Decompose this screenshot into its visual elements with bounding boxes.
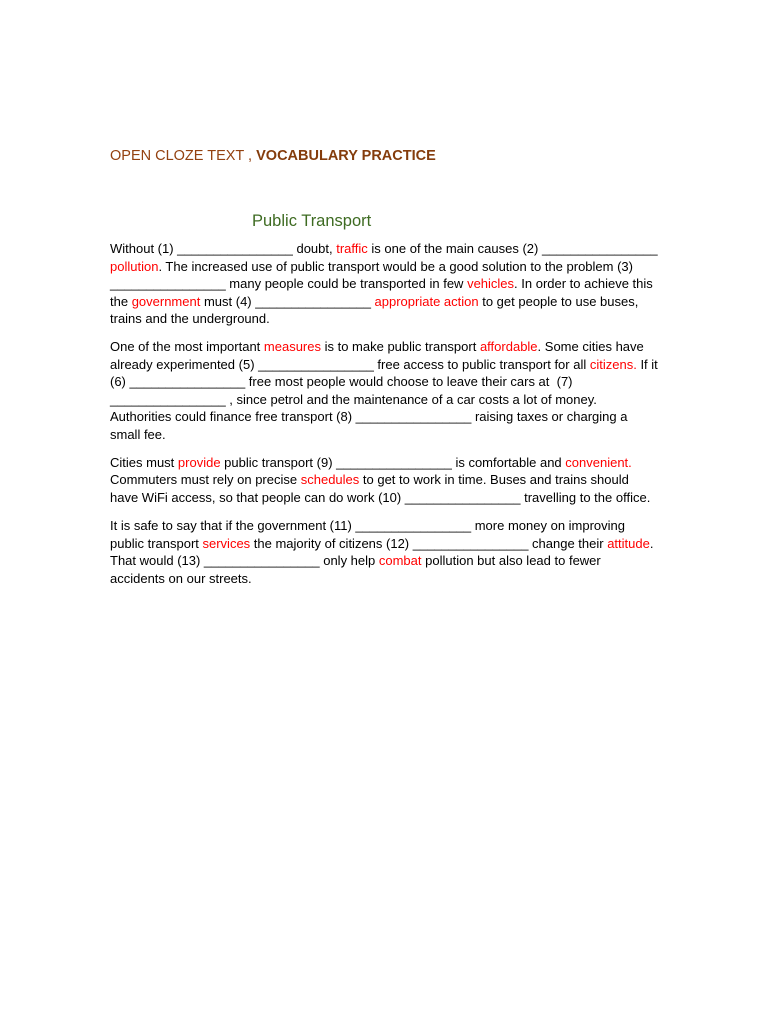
text-line — [110, 275, 710, 293]
text-line — [110, 293, 710, 311]
highlighted-vocabulary: citizens. — [589, 356, 637, 372]
text-run: . — [649, 535, 654, 551]
text-run: the — [110, 293, 132, 309]
text-line — [110, 373, 710, 391]
text-run: Cities must — [110, 454, 178, 470]
highlighted-vocabulary: schedules — [300, 472, 360, 488]
text-run: Authorities could finance free transport (8) ________________ raising taxes or charging a — [110, 409, 628, 425]
text-line — [110, 517, 710, 535]
text-run: trains and the underground. — [110, 311, 270, 327]
text-run: That would (13) ________________ only help — [110, 553, 379, 569]
highlighted-vocabulary: combat — [378, 553, 422, 569]
text-line — [110, 338, 710, 356]
paragraph-4 — [110, 517, 710, 587]
text-line — [110, 391, 710, 409]
highlighted-vocabulary: attitude — [607, 535, 650, 551]
text-line — [110, 454, 710, 472]
text-run: . The increased use of public transport would be a good solution to the problem (3) — [158, 258, 633, 274]
text-run: . Some cities have — [537, 339, 644, 355]
paragraph-2 — [110, 338, 710, 443]
text-run: ________________ many people could be transported in few — [110, 276, 468, 292]
text-line — [110, 408, 710, 426]
heading-lead: OPEN CLOZE TEXT , — [110, 148, 257, 164]
text-title: Public Transport — [252, 212, 372, 230]
text-line — [110, 535, 710, 553]
text-run: to get to work in time. Buses and trains should — [359, 472, 629, 488]
text-line — [110, 570, 710, 588]
highlighted-vocabulary: government — [131, 293, 201, 309]
highlighted-vocabulary: pollution — [110, 258, 159, 274]
text-run: to get people to use buses, — [478, 293, 639, 309]
text-run: is one of the main causes (2) ________________ — [367, 241, 658, 256]
text-run: have WiFi access, so that people can do work (10) ________________ travelling to the office. — [110, 489, 651, 505]
text-run: pollution but also lead to fewer — [421, 553, 601, 569]
highlighted-vocabulary: convenient. — [565, 454, 632, 470]
text-run: ________________ , since petrol and the maintenance of a car costs a lot of money. — [110, 391, 597, 407]
text-run: (6) ________________ free most people would choose to leave their cars at (7) — [110, 374, 573, 390]
text-run: Commuters must rely on precise — [110, 472, 301, 488]
text-run: public transport (9) ________________ is comfortable and — [220, 454, 566, 470]
text-run: already experimented (5) ________________ free access to public transport for all — [110, 356, 590, 372]
text-run: small fee. — [110, 426, 166, 442]
text-line — [110, 552, 710, 570]
text-line — [110, 426, 710, 444]
text-line — [110, 240, 710, 258]
highlighted-vocabulary: provide — [177, 454, 221, 470]
text-line — [110, 258, 710, 276]
highlighted-vocabulary: appropriate action — [374, 293, 479, 309]
paragraph-3 — [110, 454, 710, 507]
worksheet-heading — [110, 146, 436, 166]
text-line — [110, 310, 710, 328]
highlighted-vocabulary: services — [202, 535, 251, 551]
text-line — [110, 356, 710, 374]
paragraph-1 — [110, 240, 710, 328]
text-run: the majority of citizens (12) ________________ change their — [250, 535, 608, 551]
text-run: . In order to achieve this — [514, 276, 653, 292]
text-run: must (4) ________________ — [200, 293, 375, 309]
text-run: public transport — [110, 535, 203, 551]
heading-title: VOCABULARY PRACTICE — [256, 148, 436, 164]
text-run: is to make public transport — [320, 339, 480, 355]
text-run: One of the most important — [110, 339, 264, 355]
text-run: accidents on our streets. — [110, 570, 252, 586]
cloze-text-body — [110, 240, 710, 598]
highlighted-vocabulary: measures — [263, 339, 321, 355]
text-line — [110, 471, 710, 489]
text-run: Without (1) ________________ doubt, — [110, 241, 337, 256]
text-line — [110, 489, 710, 507]
highlighted-vocabulary: traffic — [336, 241, 368, 256]
text-run: It is safe to say that if the government (11) ________________ more money on improving — [110, 517, 626, 533]
highlighted-vocabulary: vehicles — [467, 276, 515, 292]
highlighted-vocabulary: affordable — [479, 339, 538, 355]
text-run: If it — [636, 356, 658, 372]
